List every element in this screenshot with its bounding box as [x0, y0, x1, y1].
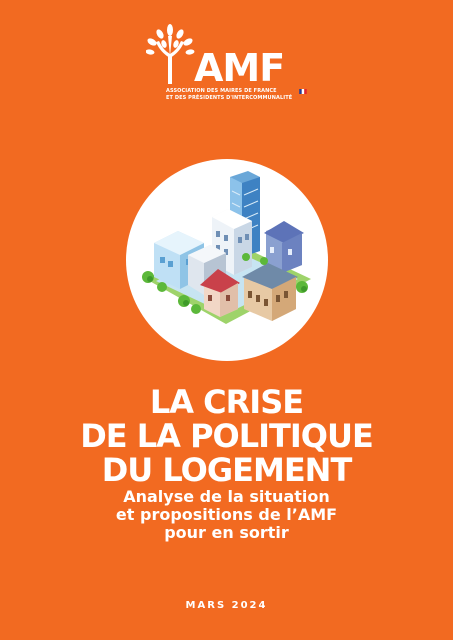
title-line-2: DE LA POLITIQUE — [80, 417, 373, 455]
housing-illustration — [126, 159, 328, 361]
amf-logo — [146, 22, 326, 102]
subtitle-line-1: Analyse de la situation — [123, 487, 330, 506]
city-buildings-icon — [126, 159, 328, 361]
logo-tagline-line-2: ET DES PRÉSIDENTS D'INTERCOMMUNALITÉ — [166, 95, 293, 101]
publication-date: MARS 2024 — [185, 600, 268, 611]
title-line-1: LA CRISE — [149, 383, 304, 421]
tree-logo-icon — [146, 22, 196, 84]
subtitle-line-3: pour en sortir — [164, 523, 289, 542]
title-line-3: DU LOGEMENT — [101, 451, 352, 489]
logo-wordmark: AMF — [194, 46, 285, 90]
document-subtitle — [0, 488, 453, 542]
logo-tagline-line-1: ASSOCIATION DES MAIRES DE FRANCE — [166, 88, 277, 94]
document-title — [0, 385, 453, 487]
french-flag-icon — [299, 89, 307, 94]
subtitle-line-2: et propositions de l’AMF — [115, 505, 338, 524]
